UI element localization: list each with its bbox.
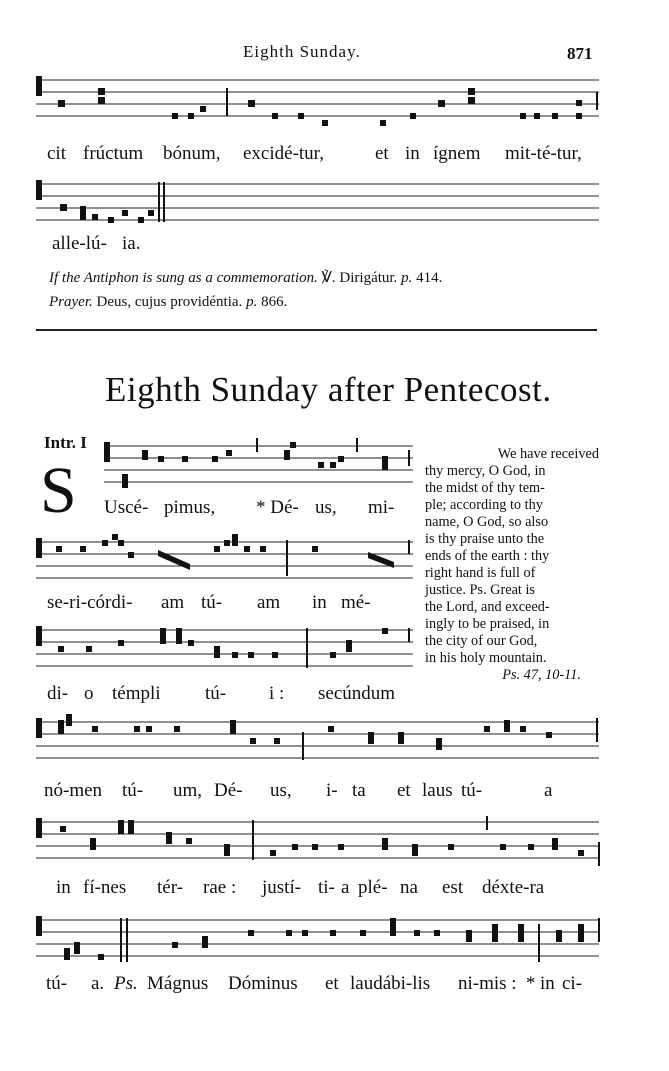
- lyrics-line-6: [0, 780, 669, 804]
- syllable: frúctum: [83, 143, 144, 164]
- syllable: et: [397, 780, 411, 801]
- translation-line: thy mercy, O God, in: [425, 463, 546, 479]
- chant-staff-8: [0, 910, 669, 970]
- syllable: bónum,: [163, 143, 221, 164]
- syllable: se-ri-córdi-: [47, 592, 133, 613]
- versicle-text: ℣. Dirigátur.: [321, 270, 398, 286]
- syllable: cit: [47, 143, 66, 164]
- lyrics-line-4: [0, 592, 420, 616]
- intr-label: Intr. I: [44, 433, 87, 452]
- prayer-note: [49, 294, 287, 311]
- syllable: in: [56, 877, 71, 898]
- syllable: am: [161, 592, 185, 613]
- prayer-text: Deus, cujus providéntia.: [96, 294, 243, 310]
- syllable: in: [312, 592, 327, 613]
- translation-line: right hand is full of: [425, 565, 536, 581]
- syllable: in: [405, 143, 420, 164]
- syllable: tér-: [157, 877, 183, 898]
- syllable: ci-: [562, 973, 583, 994]
- syllable: am: [257, 592, 281, 613]
- chant-staff-2: [0, 174, 669, 234]
- page-abbrev: p.: [246, 294, 258, 310]
- syllable: tú-: [201, 592, 223, 613]
- lyrics-line-3: [0, 497, 420, 521]
- commemoration-note: [49, 268, 442, 287]
- syllable: témpli: [112, 683, 161, 704]
- psalm-reference: Ps. 47, 10-11.: [502, 667, 581, 683]
- syllable: est: [442, 877, 464, 898]
- syllable: a: [544, 780, 553, 801]
- translation-line: ple; according to thy: [425, 497, 543, 513]
- translation-line: We have received: [497, 446, 599, 462]
- chant-staff-6: [0, 712, 669, 772]
- syllable: a: [341, 877, 350, 898]
- syllable: ia.: [122, 233, 141, 254]
- syllable: alle-lú-: [52, 233, 107, 254]
- syllable: ti-: [318, 877, 335, 898]
- syllable: us,: [315, 497, 337, 518]
- syllable: pimus,: [164, 497, 216, 518]
- syllable: nó-men: [44, 780, 103, 801]
- asterisk: *: [526, 973, 536, 994]
- translation-line: justice. Ps. Great is: [425, 582, 535, 598]
- syllable: et: [325, 973, 339, 994]
- syllable: i-: [326, 780, 338, 801]
- syllable: mé-: [341, 592, 371, 613]
- syllable: secúndum: [318, 683, 396, 704]
- syllable: tú-: [122, 780, 144, 801]
- syllable: mi-: [368, 497, 395, 518]
- syllable: ígnem: [433, 143, 481, 164]
- page-ref: 414.: [416, 270, 443, 286]
- syllable: * Dé-: [256, 497, 299, 518]
- translation-line: the midst of thy tem-: [425, 480, 545, 496]
- translation-line: name, O God, so also: [425, 514, 549, 530]
- commemoration-italic: If the Antiphon is sung as a commemoration.: [49, 270, 318, 286]
- section-divider: [36, 329, 597, 331]
- page-abbrev: p.: [401, 270, 413, 286]
- syllable: déxte-ra: [482, 877, 545, 898]
- syllable: fí-nes: [83, 877, 127, 898]
- syllable: in: [540, 973, 555, 994]
- syllable: tú-: [46, 973, 68, 994]
- drop-cap: S: [40, 454, 77, 527]
- translation-line: the Lord, and exceed-: [425, 599, 550, 615]
- psalm-abbrev: Ps.: [114, 973, 138, 994]
- syllable: Mágnus: [147, 973, 209, 994]
- translation-line: is thy praise unto the: [425, 531, 545, 547]
- syllable: ta: [352, 780, 366, 801]
- syllable: a.: [91, 973, 105, 994]
- syllable: ni-mis :: [458, 973, 517, 994]
- translation-line: the city of our God,: [425, 633, 538, 649]
- syllable: um,: [173, 780, 203, 801]
- syllable: mit-té-tur,: [505, 143, 582, 164]
- lyrics-line-8: [0, 973, 669, 997]
- prayer-label: Prayer.: [49, 294, 93, 310]
- lyrics-line-2: [0, 233, 669, 257]
- syllable: na: [400, 877, 418, 898]
- syllable: laus: [422, 780, 453, 801]
- syllable: tú-: [461, 780, 483, 801]
- syllable: plé-: [358, 877, 388, 898]
- syllable: o: [84, 683, 94, 704]
- translation-line: ends of the earth : thy: [425, 548, 550, 564]
- syllable: justí-: [262, 877, 302, 898]
- syllable: laudábi-lis: [350, 973, 431, 994]
- syllable: Dóminus: [228, 973, 298, 994]
- syllable: et: [375, 143, 389, 164]
- syllable: Dé-: [214, 780, 243, 801]
- translation-text: [425, 446, 599, 684]
- page-ref: 866.: [261, 294, 288, 310]
- syllable: rae :: [203, 877, 237, 898]
- syllable: tú-: [205, 683, 227, 704]
- chant-staff-7: [0, 812, 669, 872]
- syllable: Uscé-: [104, 497, 149, 518]
- running-head: [243, 42, 361, 62]
- running-head-text: Eighth Sunday.: [243, 42, 361, 61]
- translation-line: ingly to be praised, in: [425, 616, 550, 632]
- syllable: di-: [47, 683, 69, 704]
- translation-line: in his holy mountain.: [425, 650, 547, 666]
- syllable: i :: [269, 683, 285, 704]
- section-title: Eighth Sunday after Pentecost.: [105, 370, 552, 409]
- page-number: 871: [567, 44, 593, 63]
- lyrics-line-5: [0, 683, 420, 707]
- lyrics-line-1: [0, 143, 669, 167]
- lyrics-line-7: [0, 877, 669, 901]
- syllable: excidé-tur,: [243, 143, 325, 164]
- chant-staff-1: [0, 70, 669, 130]
- syllable: us,: [270, 780, 292, 801]
